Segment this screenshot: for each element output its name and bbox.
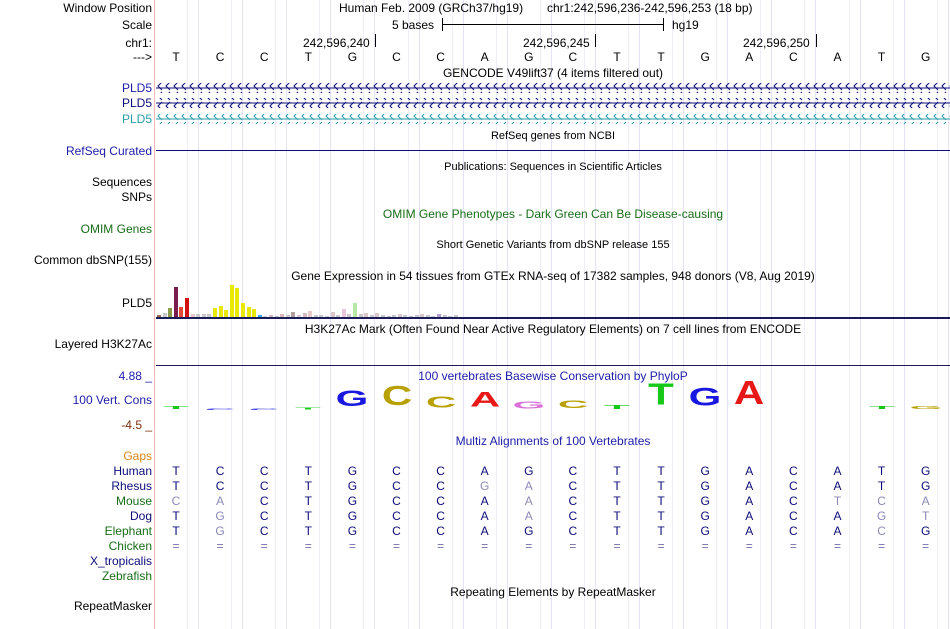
dbsnp-track-title: Short Genetic Variants from dbSNP release 155 — [436, 239, 670, 251]
alignment-base-mouse: T — [613, 494, 621, 508]
alignment-base-rhesus: T — [613, 479, 621, 493]
alignment-base-elephant: C — [789, 524, 798, 538]
gaps-label: Gaps — [123, 449, 152, 463]
reference-base: C — [789, 50, 798, 64]
species-chicken-label[interactable]: Chicken — [108, 539, 152, 553]
alignment-base-human: T — [613, 464, 621, 478]
alignment-base-rhesus: A — [833, 479, 842, 493]
h3k27ac-baseline — [156, 365, 950, 366]
alignment-base-human: T — [877, 464, 886, 478]
conservation-glyph: G — [909, 405, 943, 411]
alignment-base-mouse: T — [304, 494, 312, 508]
alignment-base-rhesus: A — [745, 479, 754, 493]
publications-track-title: Publications: Sequences in Scientific Articles — [444, 161, 662, 173]
gtex-tissue-bar[interactable] — [235, 288, 239, 317]
alignment-base-dog: T — [657, 509, 665, 523]
reference-base: T — [657, 50, 665, 64]
alignment-base-elephant: C — [392, 524, 401, 538]
alignment-base-chicken: = — [348, 539, 356, 553]
layered-h3k27ac-label[interactable]: Layered H3K27Ac — [54, 337, 152, 351]
scale-db-text: hg19 — [672, 18, 699, 32]
window-position-label: Window Position — [63, 1, 152, 15]
alignment-base-chicken: = — [260, 539, 268, 553]
alignment-base-mouse: T — [657, 494, 665, 508]
alignment-base-chicken: = — [922, 539, 930, 553]
alignment-base-chicken: = — [657, 539, 665, 553]
alignment-base-elephant: G — [215, 524, 225, 538]
alignment-base-mouse: C — [789, 494, 798, 508]
alignment-base-chicken: = — [525, 539, 533, 553]
alignment-base-human: A — [833, 464, 842, 478]
alignment-base-mouse: A — [216, 494, 225, 508]
alignment-base-mouse: G — [347, 494, 358, 508]
alignment-base-human: G — [347, 464, 358, 478]
alignment-base-dog: A — [524, 509, 533, 523]
conservation-glyph: G — [336, 386, 369, 411]
omim-genes-label[interactable]: OMIM Genes — [80, 222, 152, 236]
alignment-base-human: G — [921, 464, 931, 478]
gtex-tissue-bar[interactable] — [230, 285, 234, 317]
alignment-base-dog: C — [568, 509, 578, 523]
multiz-track-title: Multiz Alignments of 100 Vertebrates — [455, 434, 651, 448]
reference-base: A — [745, 50, 754, 64]
reference-base: T — [877, 50, 886, 64]
scale-bases-text: 5 bases — [392, 18, 435, 32]
alignment-base-chicken: = — [878, 539, 886, 553]
gtex-tissue-bar[interactable] — [353, 303, 357, 317]
alignment-base-human: A — [745, 464, 754, 478]
alignment-base-rhesus: T — [877, 479, 886, 493]
reference-base: G — [524, 50, 534, 64]
coord-tick-2: 242,596,245 — [523, 36, 590, 50]
snps-label[interactable]: SNPs — [121, 190, 152, 204]
reference-base: A — [833, 50, 842, 64]
conservation-glyph: A — [469, 387, 500, 411]
reference-base: C — [436, 50, 445, 64]
conservation-glyph: C — [557, 398, 589, 411]
gencode-gene-features[interactable] — [156, 81, 950, 126]
refseq-gene-line[interactable] — [156, 150, 950, 151]
conservation-glyph: G — [512, 399, 546, 411]
conservation-glyph: T — [604, 404, 630, 411]
conservation-glyph: G — [688, 383, 722, 411]
alignment-base-dog: G — [347, 509, 358, 523]
species-dog-label[interactable]: Dog — [129, 509, 152, 523]
conservation-glyph: C — [425, 393, 456, 411]
gtex-tissue-bar[interactable] — [219, 306, 223, 317]
alignment-base-elephant: G — [347, 524, 358, 538]
alignment-base-elephant: T — [657, 524, 665, 538]
reference-base: G — [700, 50, 710, 64]
conservation-glyph: T — [295, 407, 322, 411]
alignment-base-chicken: = — [481, 539, 489, 553]
alignment-base-chicken: = — [613, 539, 621, 553]
alignment-base-elephant: G — [524, 524, 534, 538]
label-separator — [154, 0, 155, 629]
cons-max-label: 4.88 _ — [118, 369, 152, 383]
alignment-base-dog: C — [789, 509, 798, 523]
alignment-base-elephant: A — [833, 524, 842, 538]
alignment-base-chicken: = — [789, 539, 797, 553]
coord-tick-1: 242,596,240 — [303, 36, 370, 50]
gtex-tissue-bar[interactable] — [174, 287, 178, 317]
alignment-base-human: C — [568, 464, 578, 478]
conservation-glyph: A — [734, 374, 765, 412]
gtex-tissue-bar[interactable] — [342, 309, 346, 317]
gencode-gene-label-3[interactable]: PLD5 — [121, 112, 152, 126]
common-dbsnp-label[interactable]: Common dbSNP(155) — [33, 253, 152, 267]
alignment-base-chicken: = — [216, 539, 224, 553]
alignment-base-dog: C — [436, 509, 445, 523]
alignment-base-rhesus: C — [215, 479, 225, 493]
scale-bar-left-tick — [442, 18, 443, 31]
cons-min-label: -4.5 _ — [121, 418, 152, 432]
alignment-base-elephant: C — [259, 524, 269, 538]
gtex-tissue-bar[interactable] — [185, 298, 189, 317]
strand-label: ---> — [133, 50, 152, 64]
scale-bar — [442, 24, 664, 25]
alignment-base-dog: T — [613, 509, 621, 523]
assembly-text: Human Feb. 2009 (GRCh37/hg19) — [339, 1, 524, 15]
alignment-base-elephant: C — [877, 524, 886, 538]
alignment-base-rhesus: G — [700, 479, 710, 493]
vert-cons-label[interactable]: 100 Vert. Cons — [72, 393, 152, 407]
gtex-tissue-bar[interactable] — [224, 310, 228, 317]
alignment-base-dog: G — [700, 509, 710, 523]
reference-base: A — [480, 50, 489, 64]
alignment-base-chicken: = — [701, 539, 709, 553]
gtex-tissue-bar[interactable] — [179, 307, 183, 317]
alignment-base-human: T — [657, 464, 665, 478]
alignment-base-mouse: A — [745, 494, 754, 508]
species-rhesus-label[interactable]: Rhesus — [111, 479, 152, 493]
alignment-base-rhesus: C — [392, 479, 401, 493]
reference-base: C — [215, 50, 225, 64]
phylop-track-title: 100 vertebrates Basewise Conservation by PhyloP — [418, 369, 688, 383]
alignment-base-elephant: T — [613, 524, 621, 538]
alignment-base-human: T — [304, 464, 312, 478]
alignment-base-human: C — [259, 464, 269, 478]
alignment-base-rhesus: C — [789, 479, 798, 493]
omim-track-title: OMIM Gene Phenotypes - Dark Green Can Be Disease-causing — [382, 207, 724, 221]
alignment-base-rhesus: G — [921, 479, 931, 493]
reference-base: C — [259, 50, 269, 64]
alignment-base-elephant: T — [172, 524, 180, 538]
sequences-label[interactable]: Sequences — [91, 175, 152, 189]
alignment-base-rhesus: T — [172, 479, 180, 493]
alignment-base-elephant: T — [304, 524, 312, 538]
alignment-base-dog: T — [172, 509, 180, 523]
alignment-base-dog: C — [392, 509, 401, 523]
gtex-expression-bars[interactable] — [156, 283, 950, 317]
alignment-base-elephant: A — [745, 524, 754, 538]
refseq-track-title: RefSeq genes from NCBI — [490, 130, 616, 142]
repeatmasker-label[interactable]: RepeatMasker — [73, 599, 152, 613]
alignment-base-elephant: C — [436, 524, 445, 538]
coord-tick-mark-3 — [816, 34, 817, 47]
species-zebrafish-label[interactable]: Zebrafish — [101, 569, 152, 583]
alignment-base-rhesus: T — [304, 479, 312, 493]
alignment-base-mouse: A — [480, 494, 489, 508]
conservation-glyph: C — [381, 380, 412, 411]
alignment-base-dog: T — [922, 509, 930, 523]
coord-tick-3: 242,596,250 — [743, 36, 810, 50]
gencode-gene-label-1[interactable]: PLD5 — [121, 81, 152, 95]
gtex-gene-label[interactable]: PLD5 — [121, 296, 152, 310]
alignment-base-dog: G — [876, 509, 887, 523]
gtex-tissue-bar[interactable] — [213, 308, 217, 317]
coord-tick-mark-2 — [595, 34, 596, 47]
gencode-gene-label-2[interactable]: PLD5 — [121, 96, 152, 110]
alignment-base-human: A — [480, 464, 489, 478]
alignment-base-rhesus: G — [347, 479, 358, 493]
scale-bar-right-tick — [663, 18, 664, 31]
alignment-base-chicken: = — [437, 539, 445, 553]
gencode-track-title: GENCODE V49lift37 (4 items filtered out) — [442, 66, 664, 80]
gtex-track-title: Gene Expression in 54 tissues from GTEx RNA-seq of 17382 samples, 948 donors (V8, Aug 2019) — [291, 269, 815, 283]
alignment-base-dog: A — [833, 509, 842, 523]
alignment-base-human: C — [436, 464, 445, 478]
alignment-base-elephant: G — [921, 524, 931, 538]
alignment-base-human: C — [789, 464, 798, 478]
alignment-base-dog: G — [215, 509, 225, 523]
reference-base: C — [392, 50, 401, 64]
reference-base: T — [613, 50, 621, 64]
alignment-base-human: G — [700, 464, 710, 478]
alignment-base-rhesus: G — [480, 479, 490, 493]
conservation-glyph: C — [204, 408, 236, 411]
alignment-base-mouse: C — [392, 494, 401, 508]
alignment-base-rhesus: A — [524, 479, 533, 493]
reference-base: G — [347, 50, 358, 64]
h3k27ac-track-title: H3K27Ac Mark (Often Found Near Active Regulatory Elements) on 7 cell lines from ENCODE — [304, 322, 802, 336]
gtex-tissue-bar[interactable] — [241, 303, 245, 317]
alignment-base-chicken: = — [745, 539, 753, 553]
reference-base: C — [568, 50, 578, 64]
species-elephant-label[interactable]: Elephant — [104, 524, 152, 538]
alignment-base-mouse: C — [877, 494, 886, 508]
coord-tick-mark-1 — [375, 34, 376, 47]
alignment-base-elephant: A — [480, 524, 489, 538]
alignment-base-mouse: C — [259, 494, 269, 508]
refseq-curated-label[interactable]: RefSeq Curated — [65, 144, 152, 158]
alignment-base-chicken: = — [172, 539, 180, 553]
gtex-baseline — [156, 317, 950, 319]
alignment-base-mouse: C — [171, 494, 181, 508]
reference-base: T — [172, 50, 180, 64]
alignment-base-elephant: C — [568, 524, 578, 538]
conservation-glyph: T — [648, 377, 674, 412]
gtex-tissue-bar[interactable] — [168, 308, 172, 317]
alignment-base-rhesus: C — [568, 479, 578, 493]
chr-label: chr1: — [125, 36, 152, 50]
alignment-base-rhesus: T — [657, 479, 665, 493]
alignment-base-rhesus: C — [436, 479, 445, 493]
alignment-base-human: T — [172, 464, 180, 478]
alignment-base-dog: T — [304, 509, 312, 523]
species-human-label[interactable]: Human — [113, 464, 152, 478]
alignment-base-chicken: = — [833, 539, 841, 553]
alignment-base-dog: A — [480, 509, 489, 523]
gtex-tissue-bar[interactable] — [247, 307, 251, 317]
species-mouse-label[interactable]: Mouse — [115, 494, 152, 508]
alignment-base-mouse: G — [700, 494, 710, 508]
alignment-base-elephant: G — [700, 524, 710, 538]
conservation-glyph: T — [163, 405, 189, 411]
alignment-base-mouse: T — [833, 494, 842, 508]
alignment-base-rhesus: C — [259, 479, 269, 493]
alignment-base-chicken: = — [569, 539, 577, 553]
scale-label: Scale — [121, 18, 152, 32]
alignment-base-mouse: A — [921, 494, 930, 508]
species-x-tropicalis-label[interactable]: X_tropicalis — [89, 554, 152, 568]
reference-base: G — [921, 50, 931, 64]
reference-base: T — [304, 50, 312, 64]
alignment-base-human: C — [215, 464, 225, 478]
alignment-base-dog: C — [259, 509, 269, 523]
gtex-tissue-bar[interactable] — [252, 309, 256, 317]
alignment-base-mouse: C — [436, 494, 445, 508]
alignment-base-human: G — [524, 464, 534, 478]
alignment-base-human: C — [392, 464, 401, 478]
alignment-base-mouse: A — [524, 494, 533, 508]
alignment-base-dog: A — [745, 509, 754, 523]
alignment-base-mouse: C — [568, 494, 578, 508]
alignment-base-chicken: = — [392, 539, 400, 553]
conservation-glyph: T — [868, 405, 895, 411]
alignment-base-chicken: = — [304, 539, 312, 553]
position-text: chr1:242,596,236-242,596,253 (18 bp) — [547, 1, 753, 15]
conservation-glyph: C — [249, 408, 280, 411]
repeatmasker-track-title: Repeating Elements by RepeatMasker — [450, 585, 656, 599]
